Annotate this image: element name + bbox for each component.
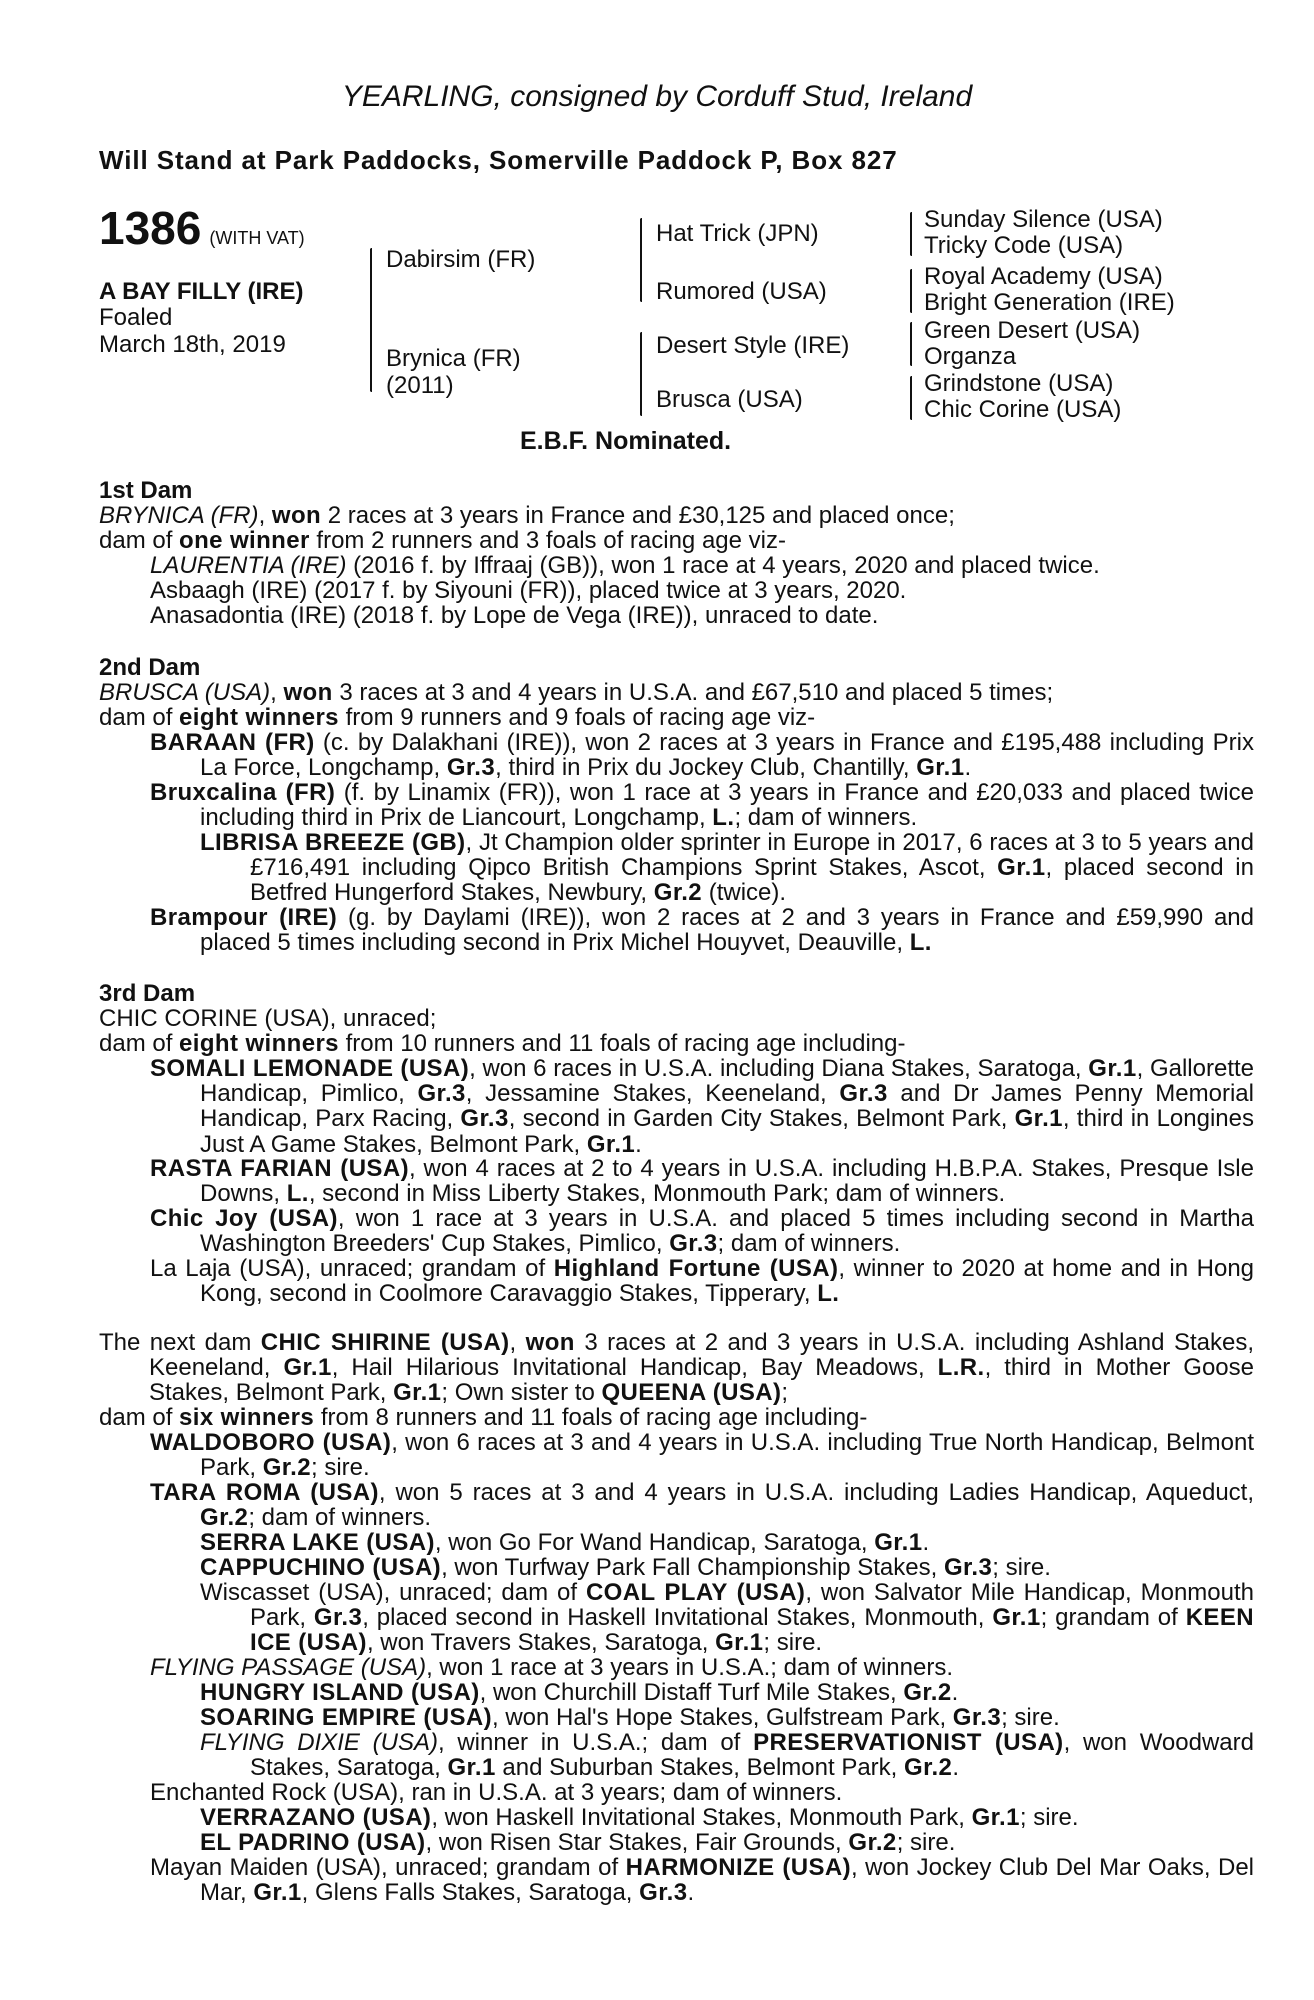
t: , second in Garden City Stakes, Belmont Park, — [508, 1105, 1015, 1133]
lot-number-value: 1386 — [99, 202, 202, 254]
t: ; sire. — [763, 1629, 823, 1657]
pedigree-bracket-sire — [640, 218, 642, 302]
t: , winner in U.S.A.; dam of — [437, 1729, 754, 1756]
horse-name: CHIC SHIRINE (USA) — [260, 1329, 510, 1356]
grade: Gr.1 — [1014, 1105, 1063, 1133]
t: , Hail Hilarious Invitational Handicap, Bay Meadows, — [331, 1354, 938, 1382]
winners: six winners — [179, 1404, 315, 1431]
pedigree-bracket-g56 — [910, 322, 912, 366]
progeny-wiscasset — [200, 1580, 1254, 1656]
t: (c. by Dalakhani (IRE)), won 2 races at 3 years in France and £195,488 including Prix La Force, Longchamp, — [200, 729, 1254, 782]
t: , placed second in Haskell Invitational Stakes, Monmouth, — [362, 1604, 993, 1632]
t: , won Hal's Hope Stakes, Gulfstream Park, — [492, 1704, 953, 1731]
horse-name: COAL PLAY (USA) — [585, 1579, 806, 1606]
progeny-librisa — [200, 830, 1254, 906]
progeny-mayan-maiden — [150, 1855, 1254, 1905]
g8: Chic Corine (USA) — [924, 396, 1122, 423]
progeny-hungry-island — [200, 1680, 1204, 1705]
grade: Gr.3 — [839, 1080, 888, 1108]
t: ; sire. — [992, 1554, 1051, 1581]
t: ; Own sister to — [441, 1379, 602, 1407]
t: The next dam — [99, 1329, 261, 1356]
grade: L.R. — [937, 1354, 985, 1382]
t: La Laja (USA), unraced; grandam of — [150, 1255, 554, 1282]
t: . — [952, 1754, 959, 1782]
grade: Gr.1 — [971, 1804, 1020, 1831]
t: , won 5 races at 3 and 4 years in U.S.A. including Ladies Handicap, Aqueduct, — [378, 1479, 1254, 1506]
t: ; sire. — [1001, 1704, 1060, 1731]
horse-name: WALDOBORO (USA) — [150, 1429, 392, 1456]
t: (g. by Daylami (IRE)), won 2 races at 2 and 3 years in France and £59,990 and placed 5 times including second in Prix Michel Houyvet, Deauville, — [200, 904, 1254, 957]
progeny-flying-dixie — [200, 1730, 1254, 1780]
t: (f. by Linamix (FR)), won 1 race at 3 years in France and £20,033 and placed twice including third in Prix de Liancourt, Longchamp, — [200, 779, 1254, 832]
grade: Gr.3 — [460, 1105, 509, 1133]
horse-name: FLYING DIXIE (USA) — [200, 1729, 438, 1756]
t: dam of — [99, 1030, 180, 1057]
horse-name: SOMALI LEMONADE (USA) — [150, 1055, 470, 1082]
dam3-line1: CHIC CORINE (USA), unraced; — [99, 1005, 437, 1032]
t: 3 races at 2 and 3 years in U.S.A. including Ashland Stakes, Keeneland, — [149, 1329, 1254, 1382]
page-title: YEARLING, consigned by Corduff Stud, Ireland — [341, 80, 973, 113]
horse-name: LAURENTIA (IRE) — [150, 552, 347, 579]
horse-name: Highland Fortune (USA) — [553, 1255, 839, 1282]
t: , won Woodward Stakes, Saratoga, — [250, 1729, 1254, 1782]
foaled-date: March 18th, 2019 — [99, 331, 286, 358]
next-dam — [99, 1330, 1254, 1406]
grade: Gr.1 — [1088, 1055, 1137, 1082]
t: from 10 runners and 11 foals of racing age including- — [338, 1030, 906, 1057]
progeny-bruxcalina — [150, 780, 1254, 830]
grade: Gr.3 — [952, 1704, 1002, 1731]
progeny-laurentia — [150, 553, 1204, 578]
dam1-title: 1st Dam — [99, 477, 193, 504]
horse-name: HUNGRY ISLAND (USA) — [200, 1679, 480, 1706]
progeny-chic-joy — [150, 1206, 1254, 1256]
grade: Gr.1 — [916, 754, 965, 782]
t: Mayan Maiden (USA), unraced; grandam of — [150, 1854, 626, 1881]
t: from 8 runners and 11 foals of racing age including- — [314, 1404, 868, 1431]
grade: Gr.2 — [903, 1679, 952, 1706]
progeny-tara-roma — [150, 1480, 1254, 1530]
progeny-serra-lake — [200, 1530, 1204, 1555]
horse-name: EL PADRINO (USA) — [200, 1829, 426, 1856]
t: dam of — [99, 1404, 180, 1431]
t: . — [951, 1679, 959, 1706]
progeny-el-padrino — [200, 1830, 1204, 1855]
t: , won 6 races in U.S.A. including Diana Stakes, Saratoga, — [469, 1055, 1089, 1082]
winners: eight winners — [179, 1030, 339, 1057]
t: , — [258, 502, 272, 529]
t: 2 races at 3 years in France and £30,125 and placed once; — [321, 502, 955, 529]
horse-name: Chic Joy (USA) — [150, 1205, 338, 1232]
dam2-line1 — [99, 680, 1204, 705]
t: . — [922, 1529, 930, 1556]
horse-name: TARA ROMA (USA) — [150, 1479, 379, 1506]
horse-name: KEEN ICE (USA) — [250, 1604, 1254, 1657]
grade: Gr.2 — [653, 879, 703, 907]
progeny-anasadontia: Anasadontia (IRE) (2018 f. by Lope de Vega (IRE)), unraced to date. — [150, 602, 879, 629]
grade: Gr.1 — [715, 1629, 764, 1657]
t: (twice). — [702, 879, 787, 907]
t: , third in Mother Goose Stakes, Belmont Park, — [149, 1354, 1254, 1407]
t: , placed second in Betfred Hungerford Stakes, Newbury, — [250, 854, 1254, 907]
horse-name: LIBRISA BREEZE (GB) — [200, 829, 466, 856]
grade: Gr.3 — [639, 1879, 688, 1907]
lot-name: A BAY FILLY (IRE) — [99, 278, 304, 305]
t: ; dam of winners. — [248, 1504, 432, 1532]
t: and Suburban Stakes, Belmont Park, — [495, 1754, 904, 1782]
t: . — [964, 754, 972, 782]
dam1-name: BRYNICA (FR) — [99, 502, 259, 529]
pedigree-bracket-sire-dam — [370, 248, 372, 392]
t: , third in Prix du Jockey Club, Chantilly, — [495, 754, 917, 782]
g2: Tricky Code (USA) — [924, 232, 1124, 259]
winners: eight winners — [179, 704, 339, 731]
g4: Bright Generation (IRE) — [924, 289, 1175, 316]
dam2-line2 — [99, 705, 1204, 730]
t: . — [687, 1879, 695, 1907]
progeny-soaring-empire — [200, 1705, 1204, 1730]
dam2-name: BRUSCA (USA) — [99, 679, 271, 706]
t: ; grandam of — [1040, 1604, 1186, 1632]
g6: Organza — [924, 343, 1017, 370]
grade: Gr.1 — [586, 1130, 636, 1158]
grade: Gr.3 — [446, 754, 496, 782]
dam1-line1 — [99, 503, 1204, 528]
foaled-label: Foaled — [99, 304, 173, 331]
grade: Gr.2 — [262, 1454, 311, 1482]
t: , won Risen Star Stakes, Fair Grounds, — [425, 1829, 849, 1856]
horse-name: Bruxcalina (FR) — [150, 779, 336, 806]
pedigree-bracket-g78 — [910, 376, 912, 420]
g5: Green Desert (USA) — [924, 317, 1141, 344]
dam-dam: Brusca (USA) — [656, 386, 803, 413]
dam: Brynica (FR) — [386, 345, 521, 372]
t: , won Go For Wand Handicap, Saratoga, — [434, 1529, 875, 1556]
dam3-title: 3rd Dam — [99, 980, 196, 1007]
grade: Gr.2 — [848, 1829, 897, 1856]
ebf-nominated: E.B.F. Nominated. — [520, 427, 732, 455]
t: , won Travers Stakes, Saratoga, — [366, 1629, 716, 1657]
progeny-asbaagh: Asbaagh (IRE) (2017 f. by Siyouni (FR)), placed twice at 3 years, 2020. — [150, 577, 907, 604]
t: ; sire. — [311, 1454, 370, 1482]
grade: Gr.1 — [393, 1379, 442, 1407]
t: , Jessamine Stakes, Keeneland, — [465, 1080, 840, 1108]
vat-label: (WITH VAT) — [209, 228, 305, 248]
progeny-cappuchino — [200, 1555, 1204, 1580]
sire-dam: Rumored (USA) — [656, 278, 827, 305]
grade: Gr.1 — [997, 854, 1046, 882]
dam-sire: Desert Style (IRE) — [656, 332, 850, 359]
horse-name: QUEENA (USA) — [601, 1379, 782, 1407]
t: , won 4 races at 2 to 4 years in U.S.A. including H.B.P.A. Stakes, Presque Isle Downs, — [200, 1155, 1254, 1208]
t: Wiscasset (USA), unraced; dam of — [200, 1579, 586, 1606]
t: , third in Longines Just A Game Stakes, Belmont Park, — [200, 1105, 1254, 1158]
t: and Dr James Penny Memorial Handicap, Parx Racing, — [200, 1080, 1254, 1133]
grade: Gr.1 — [447, 1754, 496, 1782]
progeny-flying-passage — [150, 1655, 1204, 1680]
won: won — [271, 502, 322, 529]
t: , won Salvator Mile Handicap, Monmouth Park, — [250, 1579, 1255, 1632]
progeny-baraan — [150, 730, 1254, 780]
t: (2016 f. by Iffraaj (GB)), won 1 race at 4 years, 2020 and placed twice. — [346, 552, 1100, 579]
dam2-title: 2nd Dam — [99, 654, 201, 681]
t: , Gallorette Handicap, Pimlico, — [200, 1055, 1254, 1108]
t: , Glens Falls Stakes, Saratoga, — [301, 1879, 640, 1907]
t: , won 6 races at 3 and 4 years in U.S.A. including True North Handicap, Belmont Park, — [200, 1429, 1254, 1482]
t: , won 1 race at 3 years in U.S.A. and placed 5 times including second in Martha Washington Breeders' Cup Stakes, Pimlico, — [200, 1205, 1254, 1258]
t: , winner to 2020 at home and in Hong Kong, second in Coolmore Caravaggio Stakes, Tipperary, — [200, 1255, 1255, 1308]
t: from 9 runners and 9 foals of racing age viz- — [338, 704, 816, 731]
t: , won Haskell Invitational Stakes, Monmouth Park, — [431, 1804, 972, 1831]
t: ; sire. — [1019, 1804, 1079, 1831]
stand-location: Will Stand at Park Paddocks, Somerville Paddock P, Box 827 — [99, 145, 898, 175]
t: , won Churchill Distaff Turf Mile Stakes, — [479, 1679, 904, 1706]
grade: Gr.1 — [992, 1604, 1041, 1632]
t: , — [270, 679, 284, 706]
grade: Gr.3 — [669, 1230, 718, 1258]
pedigree-bracket-dam — [640, 332, 642, 416]
horse-name: VERRAZANO (USA) — [200, 1804, 432, 1831]
horse-name: SOARING EMPIRE (USA) — [200, 1704, 493, 1731]
horse-name: PRESERVATIONIST (USA) — [753, 1729, 1064, 1756]
horse-name: FLYING PASSAGE (USA) — [150, 1654, 427, 1681]
dam1-line2 — [99, 528, 1204, 553]
t: ; — [781, 1379, 789, 1407]
t: , won Jockey Club Del Mar Oaks, Del Mar, — [200, 1854, 1254, 1907]
grade: L. — [909, 929, 932, 957]
grade: Gr.3 — [943, 1554, 993, 1581]
progeny-somali — [150, 1056, 1254, 1157]
progeny-enchanted-rock: Enchanted Rock (USA), ran in U.S.A. at 3 years; dam of winners. — [150, 1779, 843, 1806]
grade: L. — [286, 1180, 309, 1208]
won: won — [283, 679, 333, 706]
g1: Sunday Silence (USA) — [924, 206, 1163, 233]
progeny-brampour — [150, 905, 1254, 955]
g7: Grindstone (USA) — [924, 370, 1114, 397]
t: , won Turfway Park Fall Championship Stakes, — [441, 1554, 944, 1581]
dam3-line2 — [99, 1031, 1204, 1056]
horse-name: SERRA LAKE (USA) — [200, 1529, 435, 1556]
t: , — [509, 1329, 526, 1356]
horse-name: Brampour (IRE) — [150, 904, 338, 931]
grade: Gr.3 — [313, 1604, 363, 1632]
sire-sire: Hat Trick (JPN) — [656, 220, 819, 247]
dam-year: (2011) — [386, 372, 454, 399]
lot-number — [99, 202, 305, 261]
grade: Gr.1 — [283, 1354, 332, 1382]
t: , Jt Champion older sprinter in Europe in 2017, 6 races at 3 to 5 years and £716,491 including Qipco British Champions Sprint Stakes, Ascot, — [250, 829, 1254, 882]
progeny-la-laja — [150, 1256, 1254, 1306]
t: ; dam of winners. — [717, 1230, 901, 1258]
grade: Gr.3 — [417, 1080, 466, 1108]
pedigree-bracket-g12 — [910, 212, 912, 256]
grade: Gr.1 — [253, 1879, 302, 1907]
grade: Gr.2 — [904, 1754, 953, 1782]
sire: Dabirsim (FR) — [386, 246, 536, 273]
t: from 2 runners and 3 foals of racing age viz- — [309, 527, 786, 554]
t: , second in Miss Liberty Stakes, Monmouth Park; dam of winners. — [308, 1180, 1006, 1208]
t: ; dam of winners. — [734, 804, 918, 832]
won: won — [525, 1329, 575, 1356]
t: ; sire. — [896, 1829, 956, 1856]
t: dam of — [99, 704, 180, 731]
horse-name: RASTA FARIAN (USA) — [150, 1155, 409, 1182]
grade: L. — [817, 1280, 840, 1308]
horse-name: BARAAN (FR) — [150, 729, 315, 756]
pedigree-bracket-g34 — [910, 269, 912, 313]
grade: Gr.2 — [200, 1504, 249, 1532]
grade: Gr.1 — [874, 1529, 923, 1556]
winners: one winner — [179, 527, 310, 554]
grade: L. — [712, 804, 735, 832]
t: , won 1 race at 3 years in U.S.A.; dam of winners. — [426, 1654, 953, 1681]
t: . — [635, 1130, 642, 1158]
next-dam-line2 — [99, 1405, 1204, 1430]
progeny-verrazano — [200, 1805, 1204, 1830]
progeny-rasta — [150, 1156, 1254, 1206]
t: dam of — [99, 527, 180, 554]
progeny-waldoboro — [150, 1430, 1254, 1480]
horse-name: CAPPUCHINO (USA) — [200, 1554, 442, 1581]
g3: Royal Academy (USA) — [924, 263, 1163, 290]
t: 3 races at 3 and 4 years in U.S.A. and £67,510 and placed 5 times; — [332, 679, 1054, 706]
horse-name: HARMONIZE (USA) — [625, 1854, 852, 1881]
